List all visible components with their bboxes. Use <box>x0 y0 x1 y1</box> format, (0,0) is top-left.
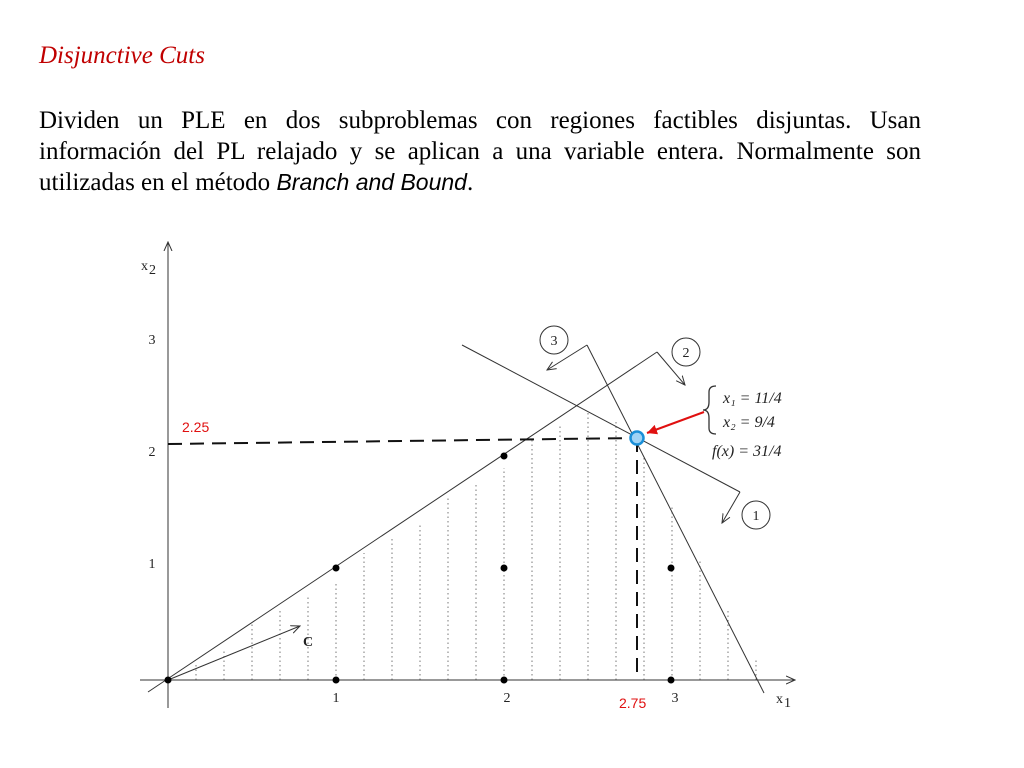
x-axis <box>140 680 795 711</box>
y-tick-label: 3 <box>148 333 156 348</box>
constraint-line-1 <box>462 345 740 492</box>
paragraph-end: . <box>466 169 474 196</box>
cut-label-1 <box>742 501 770 529</box>
x-axis-label: x <box>776 692 783 707</box>
x-tick-label: 3 <box>671 691 679 706</box>
y-marker-value: 2.25 <box>182 419 210 435</box>
svg-text:2: 2 <box>682 346 690 361</box>
integer-point <box>501 677 508 684</box>
y-tick-label: 1 <box>148 557 156 572</box>
y-tick-label: 2 <box>148 445 156 460</box>
y-axis-label: x <box>141 259 148 274</box>
lp-optimum-point <box>631 432 644 445</box>
constraint-line-2 <box>148 352 657 692</box>
solution-pointer-arrow <box>647 412 704 433</box>
x-tick-label: 2 <box>503 691 511 706</box>
y-axis <box>141 242 168 708</box>
integer-point <box>501 565 508 572</box>
objective-value: f(x) = 31/4 <box>712 443 782 460</box>
solution-x2: x₂ = 9/4 <box>723 414 775 431</box>
y-marker-dashed-line <box>168 438 637 444</box>
integer-point <box>668 677 675 684</box>
x-marker-value: 2.75 <box>619 695 647 711</box>
svg-text:1: 1 <box>752 509 760 524</box>
integer-point <box>501 453 508 460</box>
paragraph-emphasis: Branch and Bound <box>276 169 467 195</box>
cut-arrow-2 <box>722 492 740 523</box>
cut-label-3 <box>540 326 568 354</box>
integer-point <box>668 565 675 572</box>
paragraph-text: Dividen un PLE en dos subproblemas con regiones factibles disjuntas. Usan información del PL relajado y se aplican a una variable entera. Normalmente son utilizadas en el método <box>39 107 921 196</box>
cut-label-2 <box>672 338 700 366</box>
feasible-region-hatching <box>196 410 756 680</box>
x-tick-label: 1 <box>332 691 340 706</box>
integer-point <box>333 565 340 572</box>
solution-brace <box>703 386 716 434</box>
integer-point <box>165 677 172 684</box>
solution-x1: x₁ = 11/4 <box>723 390 782 407</box>
x-axis-subscript: 1 <box>784 696 791 711</box>
objective-vector-label: C <box>303 635 314 650</box>
integer-point <box>333 677 340 684</box>
y-axis-subscript: 2 <box>149 263 156 278</box>
integer-points <box>165 453 675 684</box>
svg-text:3: 3 <box>550 334 558 349</box>
slide-title: Disjunctive Cuts <box>39 42 205 69</box>
